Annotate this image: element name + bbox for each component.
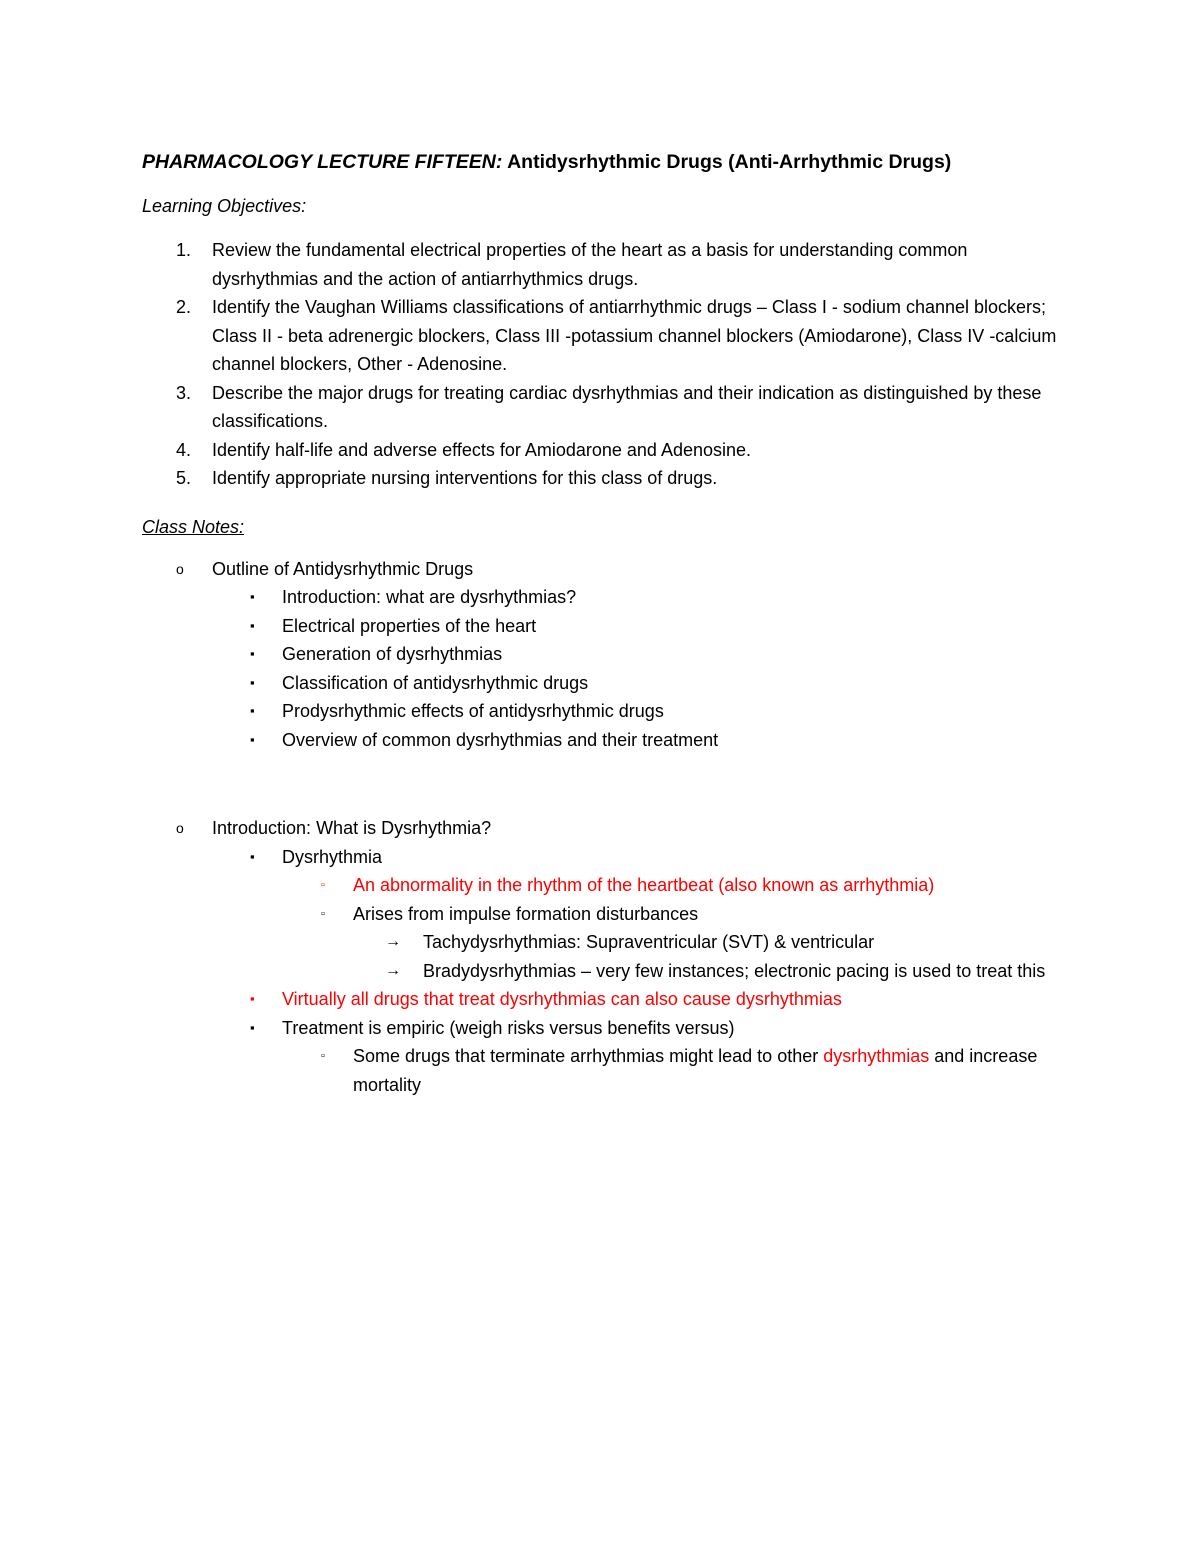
circle-bullet-icon: o [176, 820, 184, 836]
objective-text: Identify the Vaughan Williams classifications of antiarrhythmic drugs – Class I - sodium channel blockers; Class II - beta adrenergic blockers, Class III -potassium channel blockers (Amiodarone), Class IV -calcium channel blockers, Other - Adenosine. [212, 297, 1057, 374]
objective-text: Review the fundamental electrical properties of the heart as a basis for understanding common dysrhythmias and the action of antiarrhythmics drugs. [212, 240, 968, 289]
outline-item-text: Generation of dysrhythmias [282, 644, 503, 664]
definition-text: An abnormality in the rhythm of the heartbeat (also known as arrhythmia) [353, 875, 935, 895]
outline-section [142, 555, 1062, 755]
treatment-text: Treatment is empiric (weigh risks versus benefits versus) [282, 1017, 735, 1038]
objective-item [142, 293, 1062, 379]
outline-item [142, 726, 1062, 755]
tachy-row [142, 928, 1062, 957]
arises-row [142, 900, 1062, 929]
intro-title: Introduction: What is Dysrhythmia? [212, 818, 492, 838]
objective-item [142, 464, 1062, 493]
outline-title: Outline of Antidysrhythmic Drugs [212, 558, 474, 579]
outline-title-row [142, 555, 1062, 584]
outline-item-text: Electrical properties of the heart [282, 615, 537, 636]
outline-item [142, 697, 1062, 726]
objective-item [142, 236, 1062, 293]
brady-text: Bradydysrhythmias – very few instances; electronic pacing is used to treat this [423, 960, 1046, 981]
learning-objectives-heading: Learning Objectives: [142, 196, 307, 216]
title-topic: Antidysrhythmic Drugs (Anti-Arrhythmic Drugs) [507, 151, 952, 173]
objective-text: Identify appropriate nursing interventions for this class of drugs. [212, 468, 718, 488]
outline-item-text: Classification of antidysrhythmic drugs [282, 672, 589, 693]
square-bullet-icon: ▪ [250, 1019, 255, 1035]
page-title [142, 148, 1062, 176]
objective-text: Identify half-life and adverse effects for Amiodarone and Adenosine. [212, 439, 752, 460]
square-bullet-icon: ▪ [250, 731, 255, 747]
virtually-row [142, 985, 1062, 1014]
outline-item-text: Overview of common dysrhythmias and their treatment [282, 729, 719, 750]
outline-item [142, 612, 1062, 641]
objective-number: 4. [176, 439, 192, 460]
objective-number: 5. [176, 468, 192, 488]
objective-item [142, 436, 1062, 465]
objective-number: 2. [176, 297, 192, 317]
title-lecture-label: PHARMACOLOGY LECTURE FIFTEEN: [142, 151, 503, 173]
objective-number: 3. [176, 382, 192, 403]
intro-title-row [142, 814, 1062, 843]
dysrhythmia-label: Dysrhythmia [282, 846, 383, 867]
arises-text: Arises from impulse formation disturbances [353, 903, 699, 924]
class-notes-heading: Class Notes: [142, 516, 245, 537]
treatment-row [142, 1014, 1062, 1043]
circle-bullet-icon: o [176, 560, 184, 577]
hollow-square-bullet-icon: ▫ [321, 1050, 325, 1062]
virtually-text: Virtually all drugs that treat dysrhythmias can also cause dysrhythmias [282, 989, 842, 1009]
objective-item [142, 379, 1062, 436]
hollow-square-bullet-icon: ▫ [321, 879, 325, 891]
objectives-list [142, 236, 1062, 493]
some-drugs-row [142, 1042, 1062, 1099]
arrow-right-icon: → [385, 961, 401, 979]
objective-number: 1. [176, 240, 192, 260]
some-drugs-highlight: dysrhythmias [823, 1046, 930, 1066]
outline-item [142, 669, 1062, 698]
outline-item [142, 583, 1062, 612]
definition-row [142, 871, 1062, 900]
outline-item-text: Introduction: what are dysrhythmias? [282, 587, 577, 607]
square-bullet-icon: ▪ [250, 991, 255, 1006]
tachy-text: Tachydysrhythmias: Supraventricular (SVT) & ventricular [423, 932, 875, 952]
square-bullet-icon: ▪ [250, 646, 255, 661]
dysrhythmia-row [142, 843, 1062, 872]
some-drugs-text: Some drugs that terminate arrhythmias might lead to other [353, 1046, 824, 1066]
square-bullet-icon: ▪ [250, 703, 255, 718]
document-content [142, 148, 1062, 1099]
square-bullet-icon: ▪ [250, 589, 255, 604]
some-drugs-text-end: and increase mortality [353, 1046, 1038, 1095]
square-bullet-icon: ▪ [250, 674, 255, 690]
outline-item-text: Prodysrhythmic effects of antidysrhythmic drugs [282, 701, 664, 721]
square-bullet-icon: ▪ [250, 617, 255, 633]
square-bullet-icon: ▪ [250, 848, 255, 864]
objective-text: Describe the major drugs for treating cardiac dysrhythmias and their indication as distinguished by these classifications. [212, 382, 1042, 431]
brady-row [142, 957, 1062, 986]
hollow-square-bullet-icon: ▫ [321, 907, 325, 920]
arrow-right-icon: → [385, 933, 401, 950]
introduction-section [142, 814, 1062, 1099]
outline-item [142, 640, 1062, 669]
